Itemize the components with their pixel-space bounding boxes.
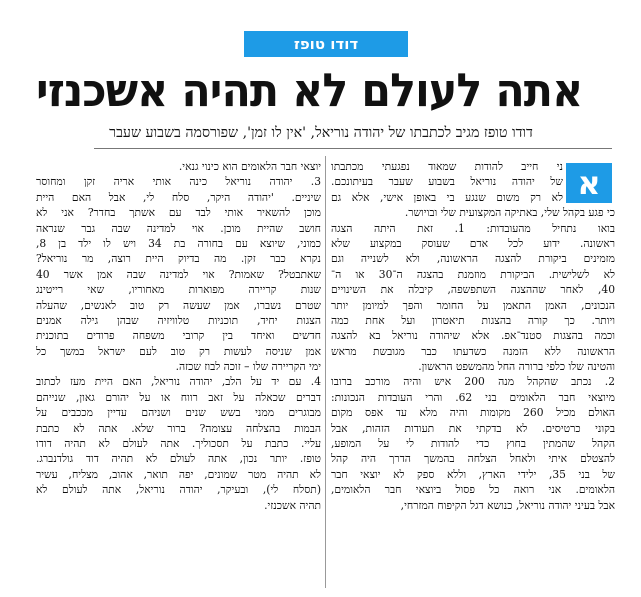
text-line: תהיה אשכנזי. [264, 498, 321, 512]
text-line: הבמות בהצלחה עצומה? ברור שלא. אתה לא כתבת [36, 421, 321, 435]
text-line: הצגות יחיד, תוכניות טלוויזיה שבהן גילה אמנים [36, 313, 321, 327]
text-line: הלאומים. אני רואה כל פסול ביוצאי חבר הלאומים, [331, 483, 615, 497]
column-divider [325, 156, 326, 588]
text-line: 4. עם יד על הלב, יהודה נוריאל, האם היית מעז לכתוב [36, 375, 321, 389]
text-line: מוכן להשאיר אותי לבד עם אשתך בחדר? אני לא [36, 206, 321, 220]
text-line: הראשונה ללא הזמנה כשדעתו כבר מגובשת מראש [331, 344, 615, 358]
left-column [36, 159, 321, 513]
subtitle: דודו טופז מגיב לכתבתו של יהודה נוריאל, 'אין לו זמן', שפורסמה בשבוע שעבר [109, 125, 533, 141]
text-line: דברים שכאלה על זאב רווח או על יהורם גאון, שנייהם [36, 390, 321, 404]
text-line: חדשים ואיחד בין קרובי משפחה פרודים בתוכנית [36, 329, 321, 343]
text-line: של בני 35, ילידי הארץ, וללא ספק לא יוצאי חבר [331, 467, 615, 481]
text-line: אמן שניסה לעשות רק טוב לעם ישראל במשך כל [36, 344, 321, 358]
text-line: (תסלח לי), ובעיקר, יהודה נוריאל, אתה לעולם לא [36, 483, 321, 497]
text-line: חושב שהיית מוכן. אוי למדינה שבה גבר שנראה [36, 221, 321, 235]
text-line: שיניים. 'יהודה היקר, סלח לי, אבל האם היית [36, 190, 321, 204]
text-line: כמוני, שיוצא עם בחורה בת 34 ויש לו ילד בן 8, [36, 236, 321, 250]
headline: אתה לעולם לא תהיה אשכנזי [36, 63, 583, 117]
text-line: האולם מכיל 260 מקומות והיה מלא עד אפס מקום [331, 406, 615, 420]
text-line: אבל בעיני יהודה נוריאל, כנושא דגל הקיפוח המזרחי, [400, 498, 615, 512]
text-line: לא רק משום שנגע בי באופן אישי, אלא גם [331, 190, 563, 204]
right-column [331, 159, 615, 513]
text-line: ויותר. כך קורה בהצגות תיאטרון ועל אחת כמה [331, 313, 615, 327]
text-line: טופז. יותר נכון, אתה לעולם לא תהיה דוד גולדנברג. [36, 452, 321, 466]
dropcap: א [566, 163, 612, 203]
author-kicker: דודו טופז [244, 31, 408, 57]
text-line: 40, לאחר שההצגה השתפשפה, קיבלה את השינויים [331, 283, 615, 297]
text-line: בקוני כרטיסים. לא בדקתי את תעודות הזהות, אבל [331, 421, 615, 435]
text-line: נקרא כבר זקן. מה בדיוק היית רוצה, מר נוריאל? [36, 252, 321, 266]
text-line: ימי הקריירה שלו – זוכה לבוז שכזה. [175, 360, 321, 374]
text-line: שאתבטל? שאמות? אוי למדינה שבה אמן אשר 40 [36, 267, 321, 281]
text-line: של יהודה נוריאל בשבוע שעבר בעיתונכם. [331, 175, 563, 189]
text-line: הקהל שהמתין בחוץ כדי להודות לי על המופע, [331, 437, 615, 451]
text-line: כי פגע בקהל שלי, באתיקה המקצועית שלי ובויושר. [404, 206, 615, 220]
text-line: ני חייב להודות שמאוד נפגעתי מכתבתו [331, 160, 563, 173]
text-line: בואו נתחיל מהעובדות: 1. זאת היתה הצגה [331, 221, 615, 235]
text-line: וכמה בהצגות סטנד־אפ. אלא שיהודה נוריאל בא להצגה [331, 329, 615, 343]
text-line: מבוגרים ממני בשש שנים ושניהם עדיין מככבים על [36, 406, 321, 420]
text-line: להצטלם איתי ולאחל הצלחה בהמשך הדרך היה קהל [331, 452, 615, 466]
text-line: שנות קריירה מפוארות מאחוריו, שאי רייטינג [36, 283, 321, 297]
text-line: הנכונים, האמן התאמן על החומר והפך למיומן יותר [331, 298, 615, 312]
text-line: עליי. כתבת על תסכוליך. אתה לעולם לא תהיה דודו [36, 437, 321, 451]
text-line: מיוצאי חבר הלאומים בני 62. והרי העובדות הנכונות: [331, 390, 615, 404]
text-line: יוצאי חבר הלאומים הוא כינוי גנאי. [178, 160, 321, 173]
divider [94, 148, 612, 149]
text-line: מזמינים ביקורת להצגה הראשונה, ולא לשנייה וגם [331, 252, 615, 266]
text-line: ראשונה. ידוע לכל אדם שעוסק במקצוע שלא [331, 236, 615, 250]
text-line: 3. יהודה נוריאל כינה אותי אריה זקן ומחוסר [36, 175, 321, 189]
text-line: לא לשלישית. הביקורת מוזמנת בהצגה ה־30 או ה־ [331, 267, 615, 281]
text-line: 2. נכתב שהקהל מנה 200 איש והיה מורכב ברובו [331, 375, 615, 389]
text-line: והטינה שלו כלפי ברורה החל מהמשפט הראשון. [418, 360, 615, 374]
text-line: לא תהיה מטר שמונים, יפה תואר, אהוב, מצליח, עשיר [36, 467, 321, 481]
text-line: שטרם נשברו, אמן שעשה רק טוב לאנשים, שהעלה [36, 298, 321, 312]
